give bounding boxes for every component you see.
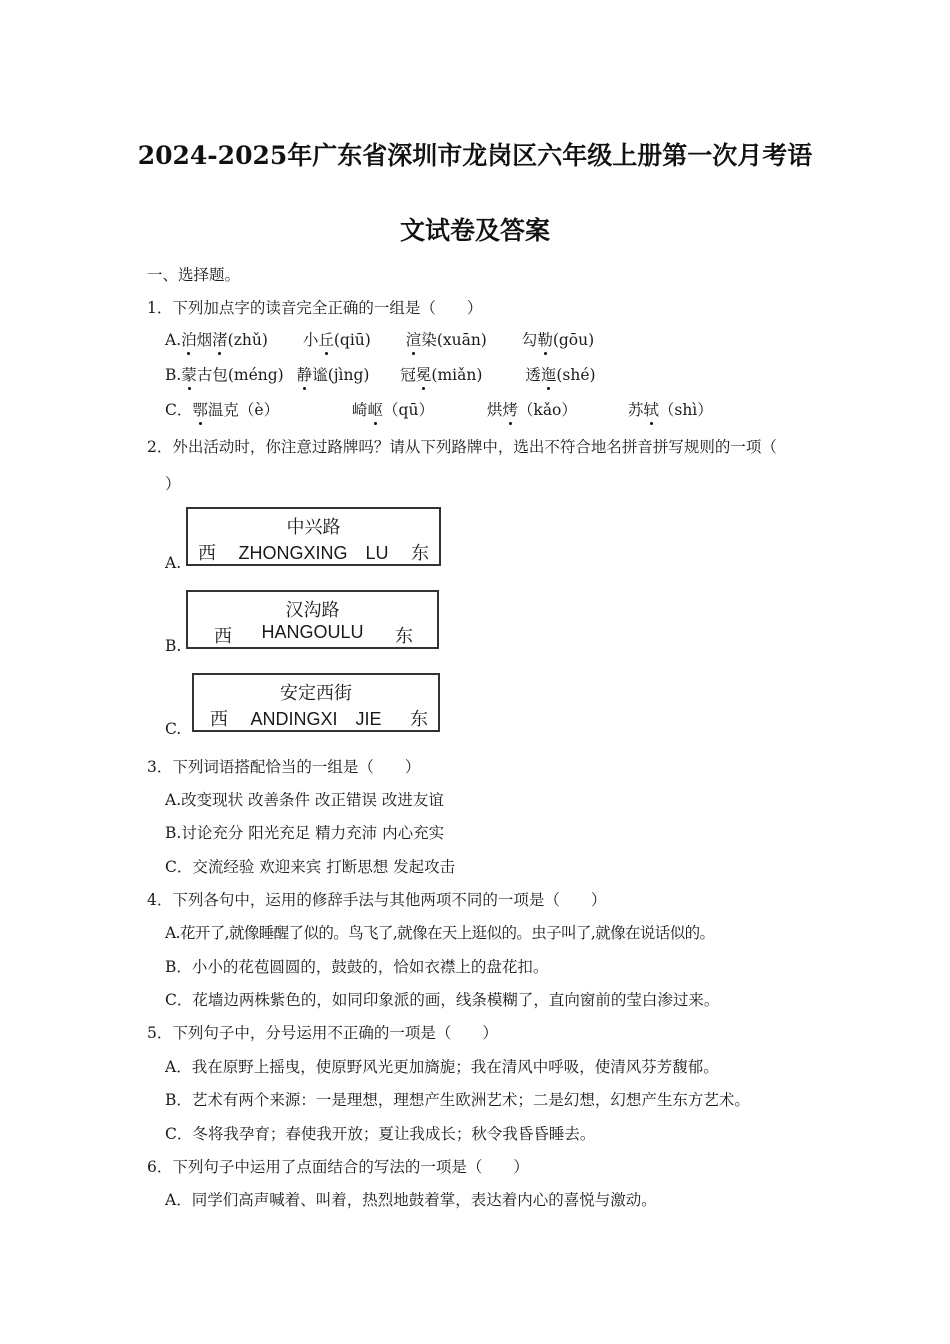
road-sign-b-pinyin: HANGOULU <box>261 622 364 642</box>
q5-stem: 5．下列句子中，分号运用不正确的一项是（ ） <box>147 1024 498 1042</box>
q2-label-c: C. <box>165 720 182 738</box>
q2-label-a: A. <box>165 554 182 572</box>
q4-stem: 4．下列各句中，运用的修辞手法与其他两项不同的一项是（ ） <box>147 891 607 909</box>
road-sign-c-name: 安定西街 <box>280 683 352 703</box>
road-sign-c <box>192 673 440 732</box>
q1-stem: 1．下列加点字的读音完全正确的一组是（ ） <box>147 299 483 317</box>
q6-option-a: A．同学们高声喊着、叫着，热烈地鼓着掌，表达着内心的喜悦与激动。 <box>165 1191 657 1209</box>
road-sign-c-east: 东 <box>410 709 428 729</box>
road-sign-a-west: 西 <box>198 543 216 563</box>
road-sign-b-east: 东 <box>395 626 413 646</box>
road-sign-a-pinyin: ZHONGXING LU <box>238 543 389 563</box>
page-title-line2: 文试卷及答案 <box>399 216 550 245</box>
q6-stem: 6．下列句子中运用了点面结合的写法的一项是（ ） <box>147 1158 529 1176</box>
page-title-line1: 2024-2025年广东省深圳市龙岗区六年级上册第一次月考语 <box>137 141 813 170</box>
q1-option-c: C．鄂温克（è） 崎岖（qū） 烘烤（kǎo） 苏轼（shì） <box>165 401 713 419</box>
road-sign-a-name: 中兴路 <box>286 517 341 537</box>
q3-option-b: B.讨论充分 阳光充足 精力充沛 内心充实 <box>165 824 445 842</box>
section-heading: 一、选择题。 <box>147 266 241 284</box>
q5-option-a: A．我在原野上摇曳，使原野风光更加旖旎；我在清风中呼吸，使清风芬芳馥郁。 <box>165 1058 719 1076</box>
road-sign-c-pinyin: ANDINGXI JIE <box>250 709 382 729</box>
q4-option-c: C．花墙边两株紫色的，如同印象派的画，线条模糊了，直向窗前的莹白渗过来。 <box>165 991 720 1009</box>
road-sign-a-east: 东 <box>411 543 429 563</box>
road-sign-b-west: 西 <box>214 626 232 646</box>
q5-option-c: C．冬将我孕育；春使我开放；夏让我成长；秋令我昏昏睡去。 <box>165 1125 596 1143</box>
q3-option-c: C．交流经验 欢迎来宾 打断思想 发起攻击 <box>165 858 456 876</box>
q1-option-a: A.泊烟渚(zhǔ) 小丘(qiū) 渲染(xuān) 勾勒(gōu) <box>165 331 595 349</box>
q2-stem-line1: 2．外出活动时，你注意过路牌吗？请从下列路牌中，选出不符合地名拼音拼写规则的一项（ <box>147 438 777 456</box>
q5-option-b: B．艺术有两个来源：一是理想，理想产生欧洲艺术；二是幻想，幻想产生东方艺术。 <box>165 1091 750 1109</box>
q3-stem: 3．下列词语搭配恰当的一组是（ ） <box>147 758 421 776</box>
q2-stem-line2: ） <box>165 475 181 493</box>
q1-option-b: B.蒙古包(méng) 静谧(jìng) 冠冕(miǎn) 透迤(shé) <box>165 366 596 384</box>
q3-option-a: A.改变现状 改善条件 改正错误 改进友谊 <box>165 791 444 809</box>
q4-option-b: B．小小的花苞圆圆的，鼓鼓的，恰如衣襟上的盘花扣。 <box>165 958 549 976</box>
q4-option-a: A.花开了,就像睡醒了似的。鸟飞了,就像在天上逛似的。虫子叫了,就像在说话似的。 <box>165 924 715 942</box>
road-sign-c-west: 西 <box>210 709 228 729</box>
q2-label-b: B. <box>165 637 182 655</box>
road-sign-b <box>186 590 439 649</box>
road-sign-a <box>186 507 441 566</box>
road-sign-b-name: 汉沟路 <box>285 600 340 620</box>
